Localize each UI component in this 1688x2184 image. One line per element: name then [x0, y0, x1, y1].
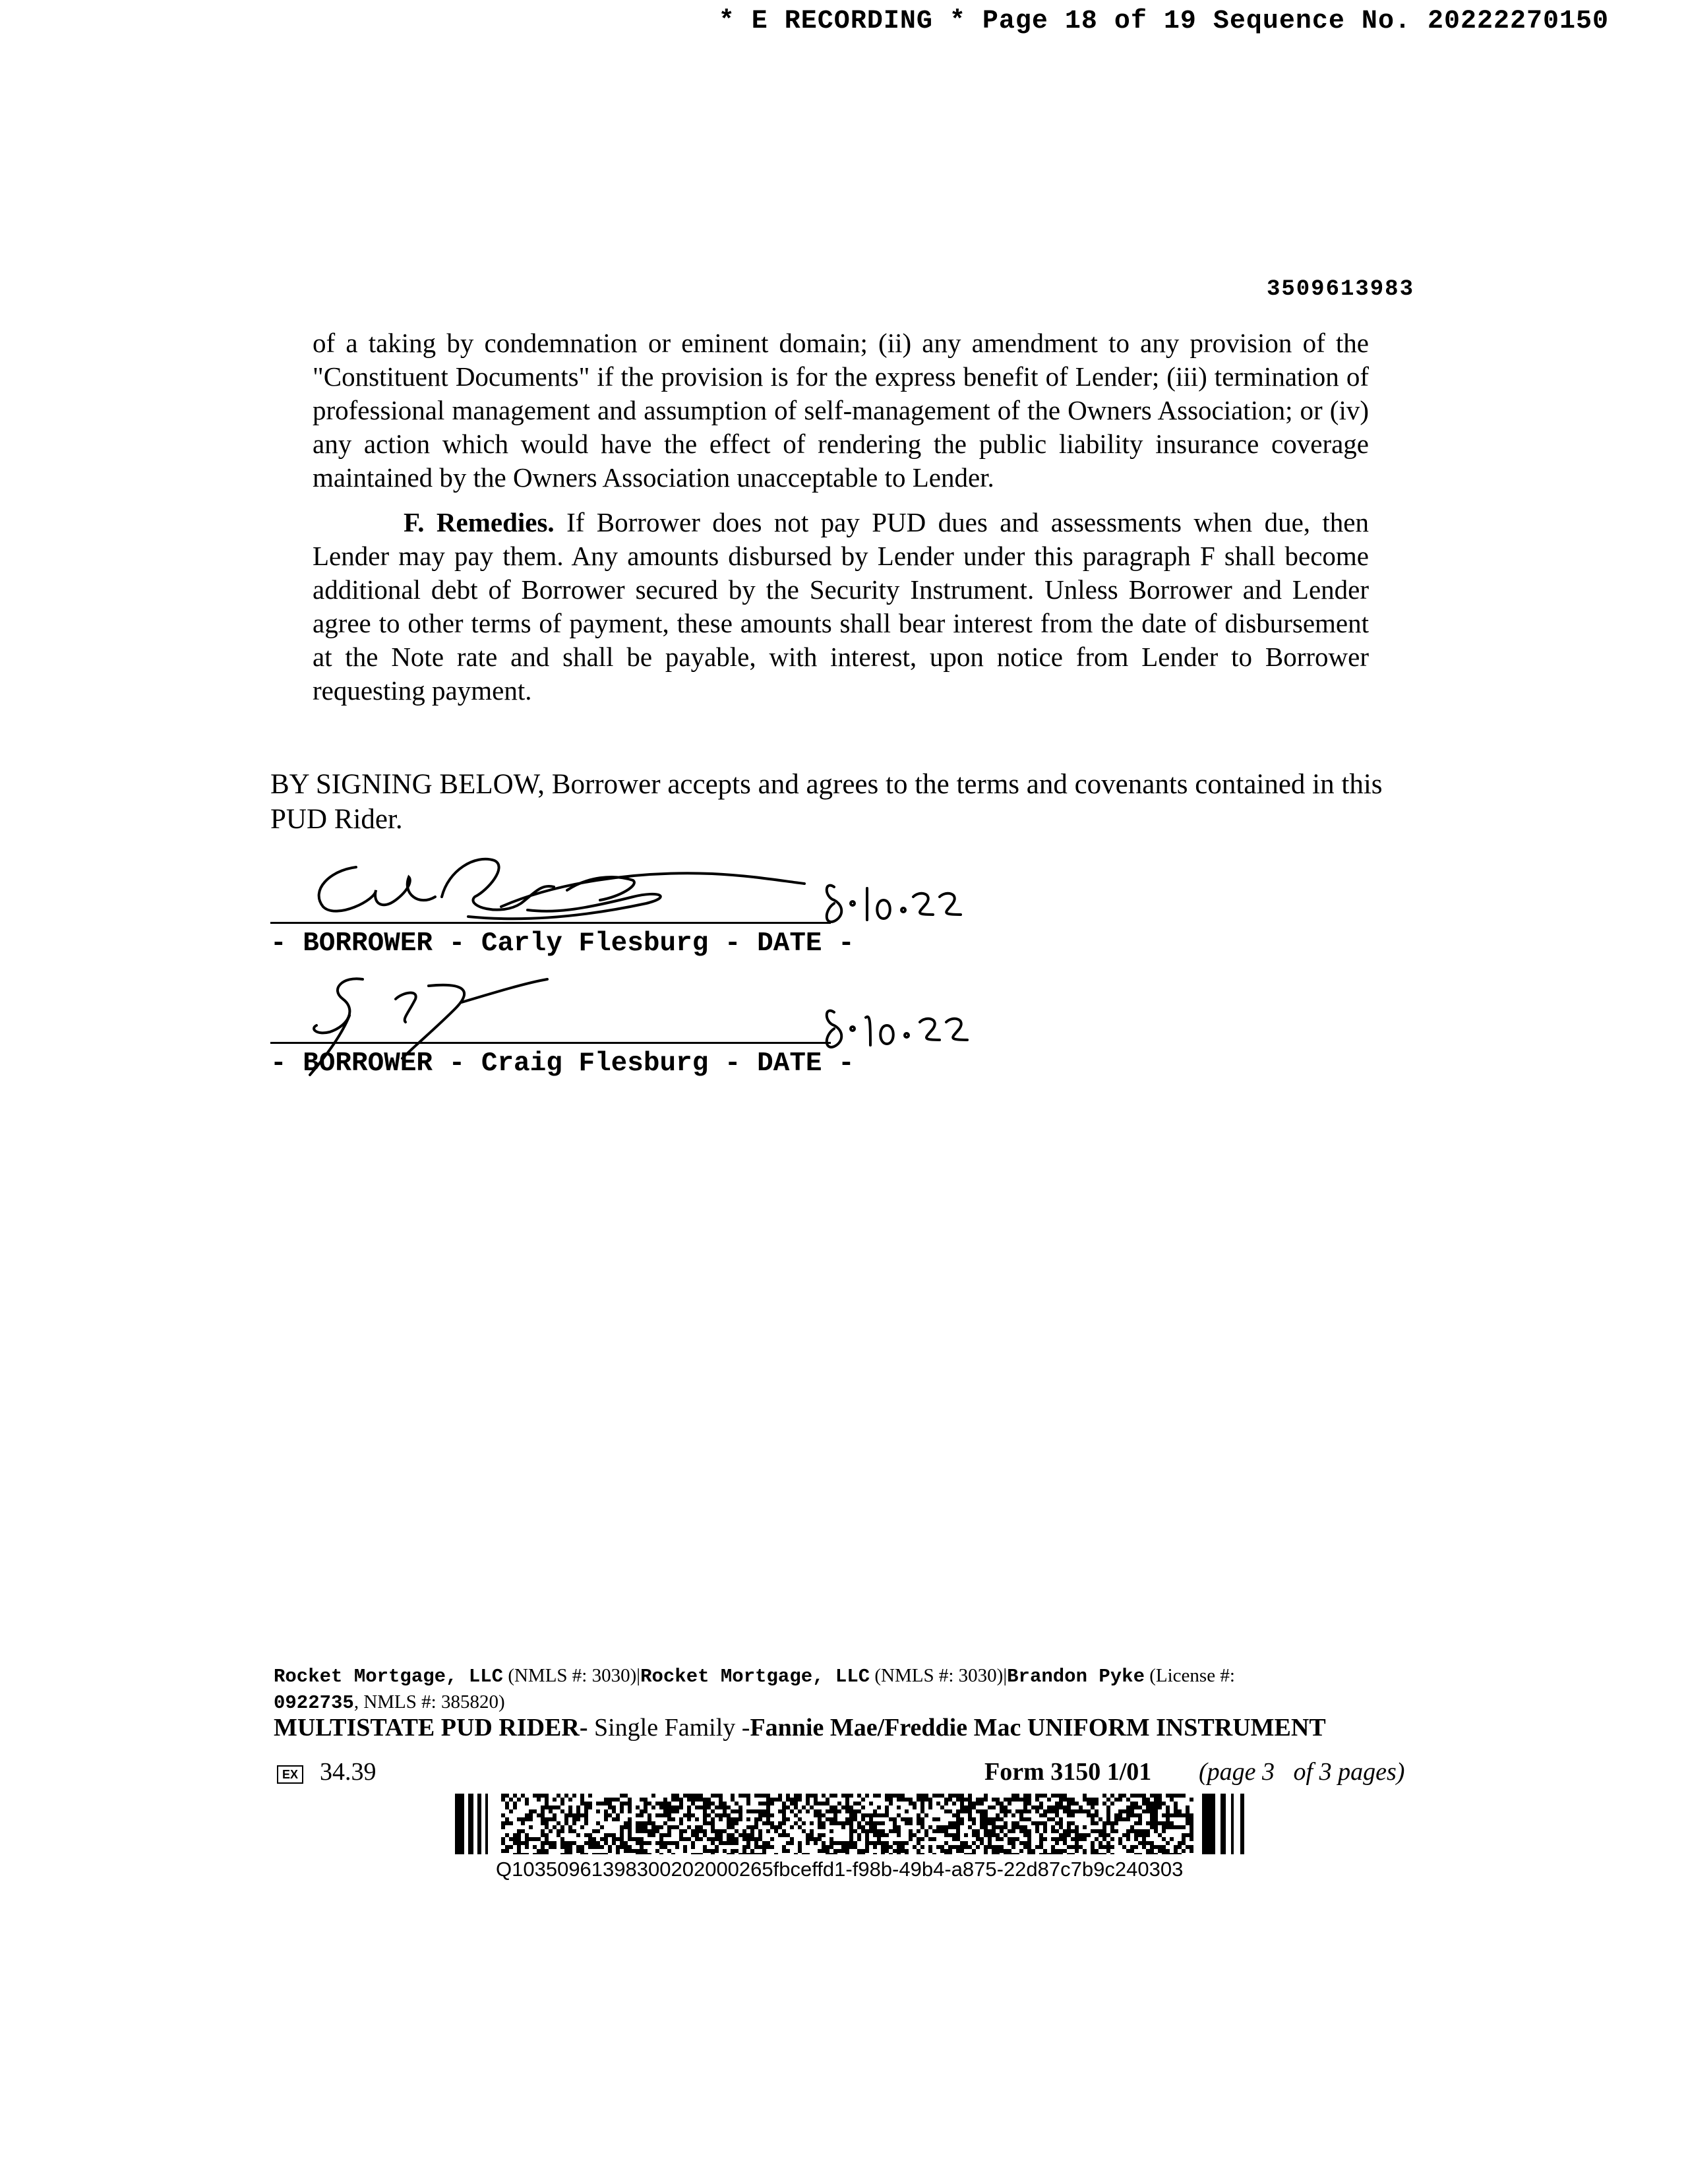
separator-1: | — [636, 1665, 641, 1686]
form-code: 34.39 — [320, 1758, 377, 1786]
borrower-label-2: - BORROWER - Craig Flesburg - DATE - — [270, 1048, 855, 1079]
separator-2: | — [1003, 1665, 1008, 1686]
lender-1-name: Rocket Mortgage, LLC — [274, 1666, 504, 1687]
signing-statement: BY SIGNING BELOW, Borrower accepts and agrees to the terms and covenants contained in this PUD Rider. — [270, 769, 1383, 835]
originator-nmls: , NMLS #: 385820) — [353, 1691, 505, 1713]
originator-license-label: (License #: — [1149, 1665, 1235, 1686]
form-title-end: Fannie Mae/Freddie Mac UNIFORM INSTRUMENT — [750, 1714, 1326, 1742]
remedies-text: If Borrower does not pay PUD dues and assessments when due, then Lender may pay them. Any amounts disbursed by Lender under this paragraph F shall become additional debt of Borrower secured by the Security Instrument. Unless Borrower and Lender agree to other terms of payment, these amounts shall bear interest from the date of disbursement at the Note rate and shall be payable, with interest, upon notice from Lender to Borrower requesting payment. — [313, 507, 1369, 706]
handwritten-date-1 — [821, 874, 973, 926]
lender-info — [274, 1663, 1408, 1716]
handwritten-date-2 — [821, 999, 986, 1052]
originator-name: Brandon Pyke — [1007, 1666, 1145, 1687]
signature-line-1 — [270, 922, 831, 924]
signature-line-2 — [270, 1042, 831, 1044]
paragraph-remedies — [313, 506, 1369, 708]
paragraph-1: of a taking by condemnation or eminent domain; (ii) any amendment to any provision of the "Constituent Documents" if the provision is for the express benefit of Lender; (iii) termination of professional management and assumption of self-management of the Owners Association; or (iv) any action which would have the effect of rendering the public liability insurance coverage maintained by the Owners Association unacceptable to Lender. — [313, 328, 1369, 493]
form-code-box: EX — [277, 1765, 303, 1784]
page-info: (page 3 of 3 pages) — [1199, 1758, 1405, 1786]
originator-license: 0922735 — [274, 1692, 354, 1714]
barcode-text: Q10350961398300202000265fbceffd1-f98b-49b4-a875-22d87c7b9c240303 — [496, 1858, 1184, 1881]
recording-header: * E RECORDING * Page 18 of 19 Sequence No. 20222270150 — [718, 7, 1609, 36]
form-title — [274, 1713, 1326, 1742]
form-title-bold: MULTISTATE PUD RIDER- — [274, 1714, 588, 1742]
lender-1-nmls: (NMLS #: 3030) — [508, 1665, 637, 1686]
remedies-heading: F. Remedies. — [404, 507, 555, 537]
form-title-mid: Single Family - — [588, 1714, 750, 1742]
borrower-label-1: - BORROWER - Carly Flesburg - DATE - — [270, 928, 855, 959]
lender-2-name: Rocket Mortgage, LLC — [640, 1666, 870, 1687]
lender-2-nmls: (NMLS #: 3030) — [874, 1665, 1004, 1686]
loan-number: 3509613983 — [1266, 277, 1414, 302]
form-number: Form 3150 1/01 — [984, 1758, 1152, 1786]
barcode — [455, 1794, 1250, 1854]
